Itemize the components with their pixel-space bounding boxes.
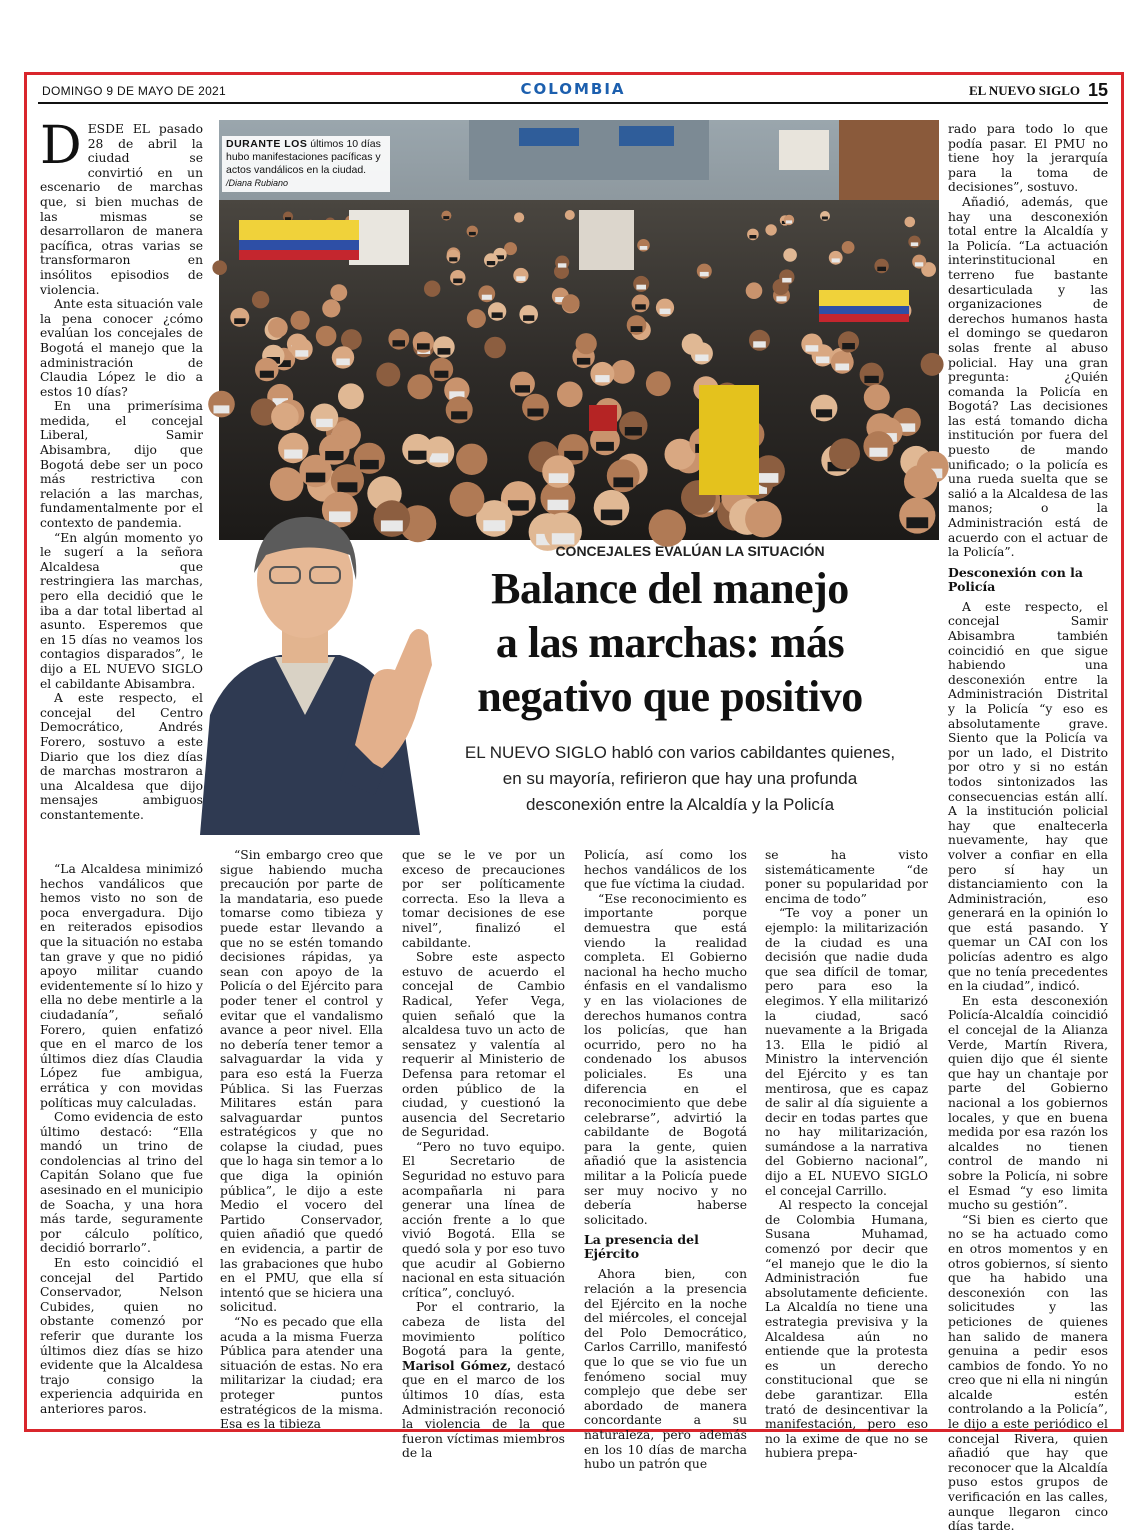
paragraph: pasado 28 de abril la ciudad se convirtió en un escenario de marchas que, si bien muchas de las mismas se desarrollaron de manera pacífica, otras varias se transformaron en insólitos episodios de violencia. [40,122,203,297]
subheading: Desconexión con la Policía [948,564,1084,594]
kicker: CONCEJALES EVALÚAN LA SITUACIÓN [555,543,825,559]
article-column-2 [220,848,383,1432]
photo-caption [222,136,390,192]
paragraph: A este respecto, el concejal del Centro Democrático, Andrés Forero, sostuvo a este Diario que los diez días de marchas mostraron a una Alcaldesa que dijo mensajes ambiguos constantemente. [40,691,203,822]
headline-line-1: Balance del manejo [491,564,849,613]
paragraph: Policía, así como los hechos vandálicos de los que fue víctima la ciudad. [584,848,747,892]
headline [430,562,910,724]
paragraph: Al respecto la concejal de Colombia Humana, Susana Muhamad, comenzó por decir que “el manejo que le dio la Administración fue absolutamente deficiente. La Alcaldía no tiene una estrategia previsiva y la Alcaldesa aún no entiende que la protesta es un derecho constitucional que se debe garantizar. Ella trató de desincentivar la manifestación, pero eso no la exime de que no se hubiera prepa- [765,1198,928,1461]
dek-line-2: en su mayoría, refirieron que hay una profunda [502,769,858,788]
page-header [38,80,1108,102]
paragraph: “Pero no tuvo equipo. El Secretario de Seguridad no estuvo para acompañarla ni para generar una línea de acción frente a lo que vivió Bogotá. Ella se quedó sola y por eso tuvo que acudir al Gobierno nacional en esta situación crítica”, concluyó. [402,1139,565,1300]
article-column-4 [584,848,747,1472]
paragraph: rado para todo lo que podía pasar. El PMU no tiene hoy la jerarquía para la toma de decisiones”, sostuvo. [948,122,1108,195]
article-column-6 [948,122,1108,1534]
paragraph: Sobre este aspecto estuvo de acuerdo el concejal de Cambio Radical, Yefer Vega, quien señaló que la alcaldesa tuvo un acto de sensatez y valentía al requerir al Ministerio de Defensa para retomar el orden público de la ciudad, y cuestionó la ausencia del Secretario de Seguridad. [402,950,565,1140]
dek-line-3: desconexión entre la Alcaldía y la Policía [525,795,835,814]
drop-cap: D [40,116,82,176]
paragraph: que se le ve por un exceso de precauciones por ser políticamente correcta. Eso la lleva a tomar decisiones de ese nivel”, finalizó el cabildante. [402,848,565,950]
header-rule [38,102,1108,104]
article-column-1b [40,862,203,1422]
paragraph: A este respecto, el concejal Samir Abisambra también coincidió en que sigue habiendo una desconexión entre la Administración Distrital y la Policía “y eso es absolutamente grave. Siento que la Policía va por un lado, el Distrito por otro y si no están todos sintonizados las consecuencias están allí. A la institución policial hay que enaltecerla nuevamente, hay que volver a confiar en ella pero sí hay un distanciamiento con la Administración, eso generará en la opinión lo que está pasando. Y quemar un CAI con los policías adentro es algo que no tenía precedentes en la ciudad”, indicó. [948,599,1108,994]
caption-lead: DURANTE LOS [226,138,308,150]
headline-line-3: negativo que positivo [477,672,863,721]
paragraph: se ha visto sistemáticamente “de poner su popularidad por encima de todo” [765,848,928,906]
newspaper-name: EL NUEVO SIGLO [969,83,1080,98]
dek-line-1: EL NUEVO SIGLO habló con varios cabildantes quienes, [464,743,896,762]
paragraph: Añadió, además, que hay una desconexión total entre la Alcaldía y la Policía. “La actuación interinstitucional en terreno fue bastante desarticulada y las organizaciones de derechos humanos hasta el domingo se quedaron solas frente al abuso policial. Hay una gran pregunta: ¿Quién comanda la Policía en Bogotá? Las decisiones las está tomando dicha institución por fuera del puesto de mando unificado; o la policía es una rueda suelta que se salió a la Alcaldesa de las manos; o la Administración está de acuerdo con el actuar de la Policía”. [948,194,1108,560]
article-column-1 [40,116,203,850]
dek [440,740,920,818]
lead-caps: ESDE EL [87,122,150,136]
issue-date: DOMINGO 9 DE MAYO DE 2021 [42,84,226,98]
paragraph: “En algún momento yo le sugerí a la señora Alcaldesa que restringiera las marchas, pero ella decidió que le iba a dar total libertad al asunto. Esperemos que en 15 días no veamos los contagios disparados”, le dijo a EL NUEVO SIGLO el cabildante Abisambra. [40,530,203,691]
paragraph: “Ese reconocimiento es importante porque demuestra que está viendo la realidad completa. El Gobierno nacional ha hecho mucho énfasis en el vandalismo y en las violaciones de derechos humanos contra los policías, que han ocurrido, pero no ha condenado los abusos policiales. Es una diferencia en el reconocimiento que debe celebrarse”, advirtió la cabildante de Bogotá para la gente, quien añadió que la asistencia militar a la Policía puede ser muy nocivo y no debería haberse solicitado. [584,891,747,1227]
paragraph [402,1300,565,1461]
lead-paragraph [40,116,203,297]
paragraph: “Si bien es cierto que no se ha actuado como en otros momentos y en otros gobiernos, sí siento que ha habido una desconexión con las solicitudes y las peticiones de quienes han salido de manera genuina a pedir esos cambios de fondo. Yo no creo que ni ella ni ningún alcalde estén controlando a la Policía”, le dijo a este periódico el concejal Rivera, quien añadió que hay que reconocer que la Alcaldía puso estos grupos de verificación en las calles, aunque llegaron cinco días tarde. [948,1212,1108,1534]
paragraph: “La Alcaldesa minimizó hechos vandálicos que hemos visto no son de poca envergadura. Dijo en reiterados episodios que la situación no estaba tan grave y que no pidió apoyo militar cuando evidentemente sí lo hizo y ella no debe mentirle a la ciudadanía”, señaló Forero, quien enfatizó que en el marco de los últimos diez días Claudia López fue ambigua, errática y con movidas políticas muy calculadas. [40,862,203,1110]
article-column-5 [765,848,928,1461]
headline-line-2: a las marchas: más [495,618,845,667]
paragraph: Ahora bien, con relación a la presencia del Ejército en la noche del miércoles, el concejal del Polo Democrático, Carlos Carrillo, manifestó que lo que se vio fue un fenómeno social muy complejo que debe ser abordado de manera concordante a su naturaleza, pero además en los 10 días de marcha hubo un patrón que [584,1267,747,1472]
paragraph: Como evidencia de esto último destacó: “Ella mandó un trino de condolencias al trino del Capitán Solano que fue asesinado en el municipio de Soacha, y una hora más tarde, seguramente por cálculo político, decidió borrarlo”. [40,1110,203,1256]
paragraph: “Te voy a poner un ejemplo: la militarización de la ciudad es una decisión que nadie duda que sea difícil de tomar, pero para eso la elegimos. Y ella militarizó la ciudad, sacó nuevamente a la Brigada 13. Ella le pidió al Ministro la intervención del Ejército y es tan mentirosa, que es capaz de salir al día siguiente a decir en todas partes que no hay militarización, sumándose a la narrativa del Gobierno nacional”, dijo a EL NUEVO SIGLO el concejal Carrillo. [765,906,928,1198]
paragraph: “No es pecado que ella acuda a la misma Fuerza Pública para atender una situación de estas. No era militarizar la ciudad; era proteger puntos estratégicos de la misma. Esa es la tibieza [220,1315,383,1432]
paragraph: En una primerísima medida, el concejal Liberal, Samir Abisambra, dijo que Bogotá debe ser un poco más restrictiva con relación a las marchas, fundamentalmente por el contexto de pandemia. [40,399,203,531]
mayor-portrait [170,485,440,835]
paragraph: En esta desconexión Policía-Alcaldía coincidió el concejal de la Alianza Verde, Martín Rivera, quien dijo que él siente que hay un chantaje por parte del Gobierno nacional a los gobiernos locales, y que en buena medida por esa razón los alcaldes no tienen control de mando ni sobre la Policía, ni sobre el Esmad “y eso limita mucho su gestión”. [948,993,1108,1213]
article-column-3 [402,848,565,1461]
caption-text: últimos 10 días hubo manifestaciones pacíficas y actos vandálicos en la ciudad. [226,138,381,176]
paragraph: En esto coincidió el concejal del Partido Conservador, Nelson Cubides, quien no obstante comenzó por referir que durante los últimos diez días se hizo evidente que la Alcaldesa trajo consigo la experiencia adquirida en anteriores paros. [40,1256,203,1416]
paragraph-text: destacó que en el marco de los últimos 10 días, esta Administración reconoció la violencia de la que fueron víctimas miembros de la [402,1358,565,1461]
paragraph-text: Por el contrario, la cabeza de lista del movimiento político Bogotá para la gente, [402,1300,565,1359]
person-name: Marisol Gómez, [402,1357,512,1373]
section-name: COLOMBIA [520,80,626,98]
page-number: 15 [1087,80,1108,100]
paragraph: Ante esta situación vale la pena conocer ¿cómo evalúan los concejales de Bogotá el manejo que la administración de Claudia López le dio a estos 10 días? [40,297,203,399]
paragraph: “Sin embargo creo que sigue habiendo mucha precaución por parte de la mandataria, eso puede tomarse como tibieza y puede estar llevando a que no se estén tomando decisiones rápidas, ya sean con apoyo de la Policía o del Ejército para poder tener el control y evitar que el vandalismo avance a peor nivel. Ella no debería tener temor a salvaguardar la vida y para eso está la Fuerza Pública. Si las Fuerzas Militares están para salvaguardar puntos estratégicos y que no colapse la ciudad, pues que lo haga sin temor a lo que diga la opinión pública”, le dijo a este Medio el vocero del Partido Conservador, quien añadió que quedó en evidencia, a partir de las grabaciones que hubo en el PMU, que ella sí intentó que se hiciera una solicitud. [220,848,383,1315]
photo-credit: /Diana Rubiano [226,178,289,188]
subheading: La presencia del Ejército [584,1232,699,1262]
